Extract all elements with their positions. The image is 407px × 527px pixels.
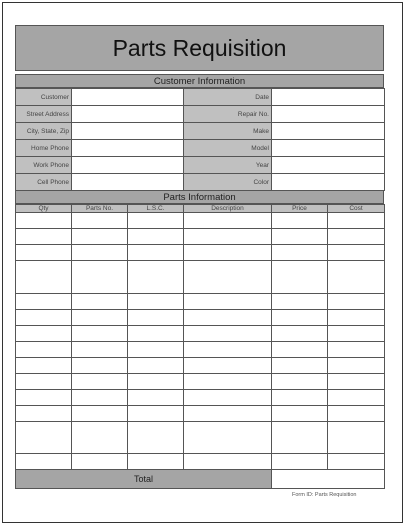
description-cell[interactable] <box>184 213 272 229</box>
description-cell[interactable] <box>184 390 272 406</box>
page-title: Parts Requisition <box>15 25 384 71</box>
parts-no-cell[interactable] <box>72 454 128 470</box>
price-cell[interactable] <box>272 261 328 294</box>
parts-info-table <box>15 204 385 489</box>
qty-cell[interactable] <box>16 358 72 374</box>
customer-section-heading: Customer Information <box>15 74 384 88</box>
qty-cell[interactable] <box>16 261 72 294</box>
parts-no-cell[interactable] <box>72 406 128 422</box>
year-field[interactable] <box>272 157 385 174</box>
price-cell[interactable] <box>272 310 328 326</box>
total-label: Total <box>16 470 272 489</box>
price-cell[interactable] <box>272 358 328 374</box>
description-cell[interactable] <box>184 294 272 310</box>
description-cell[interactable] <box>184 261 272 294</box>
lsc-cell[interactable] <box>128 245 184 261</box>
make-field[interactable] <box>272 123 385 140</box>
customer-field[interactable] <box>72 89 184 106</box>
lsc-cell[interactable] <box>128 229 184 245</box>
model-field[interactable] <box>272 140 385 157</box>
qty-cell[interactable] <box>16 342 72 358</box>
make-label: Make <box>184 123 272 140</box>
price-cell[interactable] <box>272 342 328 358</box>
parts-no-cell[interactable] <box>72 326 128 342</box>
customer-info-table <box>15 88 385 191</box>
street-address-field[interactable] <box>72 106 184 123</box>
qty-cell[interactable] <box>16 374 72 390</box>
cost-cell[interactable] <box>328 374 385 390</box>
qty-column-header: Qty <box>16 205 72 213</box>
table-row <box>16 245 385 261</box>
table-row <box>16 310 385 326</box>
cost-cell[interactable] <box>328 390 385 406</box>
description-cell[interactable] <box>184 326 272 342</box>
cost-cell[interactable] <box>328 342 385 358</box>
parts-no-cell[interactable] <box>72 310 128 326</box>
price-cell[interactable] <box>272 213 328 229</box>
form-id-footer: Form ID: Parts Requisition <box>292 492 357 498</box>
price-cell[interactable] <box>272 326 328 342</box>
parts-no-cell[interactable] <box>72 261 128 294</box>
table-row <box>16 229 385 245</box>
color-label: Color <box>184 174 272 191</box>
cost-cell[interactable] <box>328 310 385 326</box>
table-row <box>16 342 385 358</box>
city-state-zip-field[interactable] <box>72 123 184 140</box>
price-cell[interactable] <box>272 245 328 261</box>
price-cell[interactable] <box>272 454 328 470</box>
price-cell[interactable] <box>272 374 328 390</box>
qty-cell[interactable] <box>16 390 72 406</box>
table-row <box>16 406 385 422</box>
table-row <box>16 358 385 374</box>
price-cell[interactable] <box>272 406 328 422</box>
qty-cell[interactable] <box>16 213 72 229</box>
parts-no-cell[interactable] <box>72 422 128 454</box>
price-cell[interactable] <box>272 390 328 406</box>
date-field[interactable] <box>272 89 385 106</box>
table-row <box>16 422 385 454</box>
total-field[interactable] <box>272 470 385 489</box>
lsc-cell[interactable] <box>128 213 184 229</box>
lsc-cell[interactable] <box>128 358 184 374</box>
cost-cell[interactable] <box>328 245 385 261</box>
description-cell[interactable] <box>184 342 272 358</box>
cost-cell[interactable] <box>328 326 385 342</box>
parts-no-cell[interactable] <box>72 390 128 406</box>
qty-cell[interactable] <box>16 310 72 326</box>
work-phone-label: Work Phone <box>16 157 72 174</box>
date-label: Date <box>184 89 272 106</box>
lsc-cell[interactable] <box>128 454 184 470</box>
table-row <box>16 294 385 310</box>
parts-no-cell[interactable] <box>72 245 128 261</box>
description-cell[interactable] <box>184 406 272 422</box>
cost-cell[interactable] <box>328 422 385 454</box>
cost-cell[interactable] <box>328 213 385 229</box>
description-cell[interactable] <box>184 374 272 390</box>
qty-cell[interactable] <box>16 245 72 261</box>
cost-cell[interactable] <box>328 358 385 374</box>
lsc-cell[interactable] <box>128 294 184 310</box>
parts-section-heading: Parts Information <box>15 190 384 204</box>
parts-no-cell[interactable] <box>72 374 128 390</box>
home-phone-field[interactable] <box>72 140 184 157</box>
description-cell[interactable] <box>184 422 272 454</box>
cell-phone-field[interactable] <box>72 174 184 191</box>
parts-no-cell[interactable] <box>72 229 128 245</box>
table-row <box>16 261 385 294</box>
repair-no-field[interactable] <box>272 106 385 123</box>
lsc-column-header: L.S.C. <box>128 205 184 213</box>
description-cell[interactable] <box>184 358 272 374</box>
parts-no-cell[interactable] <box>72 213 128 229</box>
parts-no-cell[interactable] <box>72 358 128 374</box>
qty-cell[interactable] <box>16 422 72 454</box>
qty-cell[interactable] <box>16 229 72 245</box>
qty-cell[interactable] <box>16 406 72 422</box>
year-label: Year <box>184 157 272 174</box>
cost-cell[interactable] <box>328 454 385 470</box>
lsc-cell[interactable] <box>128 374 184 390</box>
description-column-header: Description <box>184 205 272 213</box>
color-field[interactable] <box>272 174 385 191</box>
table-row <box>16 374 385 390</box>
cost-cell[interactable] <box>328 261 385 294</box>
customer-label: Customer <box>16 89 72 106</box>
total-row <box>16 470 385 489</box>
parts-no-column-header: Parts No. <box>72 205 128 213</box>
street-address-label: Street Address <box>16 106 72 123</box>
cost-cell[interactable] <box>328 229 385 245</box>
lsc-cell[interactable] <box>128 422 184 454</box>
repair-no-label: Repair No. <box>184 106 272 123</box>
work-phone-field[interactable] <box>72 157 184 174</box>
table-row <box>16 390 385 406</box>
qty-cell[interactable] <box>16 294 72 310</box>
cost-column-header: Cost <box>328 205 385 213</box>
cost-cell[interactable] <box>328 406 385 422</box>
price-cell[interactable] <box>272 294 328 310</box>
description-cell[interactable] <box>184 454 272 470</box>
price-column-header: Price <box>272 205 328 213</box>
home-phone-label: Home Phone <box>16 140 72 157</box>
description-cell[interactable] <box>184 245 272 261</box>
qty-cell[interactable] <box>16 326 72 342</box>
price-cell[interactable] <box>272 229 328 245</box>
cost-cell[interactable] <box>328 294 385 310</box>
city-state-zip-label: City, State, Zip <box>16 123 72 140</box>
lsc-cell[interactable] <box>128 406 184 422</box>
lsc-cell[interactable] <box>128 310 184 326</box>
description-cell[interactable] <box>184 229 272 245</box>
parts-no-cell[interactable] <box>72 342 128 358</box>
description-cell[interactable] <box>184 310 272 326</box>
cell-phone-label: Cell Phone <box>16 174 72 191</box>
price-cell[interactable] <box>272 422 328 454</box>
lsc-cell[interactable] <box>128 261 184 294</box>
table-row <box>16 326 385 342</box>
lsc-cell[interactable] <box>128 342 184 358</box>
qty-cell[interactable] <box>16 454 72 470</box>
table-row <box>16 213 385 229</box>
parts-no-cell[interactable] <box>72 294 128 310</box>
model-label: Model <box>184 140 272 157</box>
lsc-cell[interactable] <box>128 326 184 342</box>
table-row <box>16 454 385 470</box>
lsc-cell[interactable] <box>128 390 184 406</box>
